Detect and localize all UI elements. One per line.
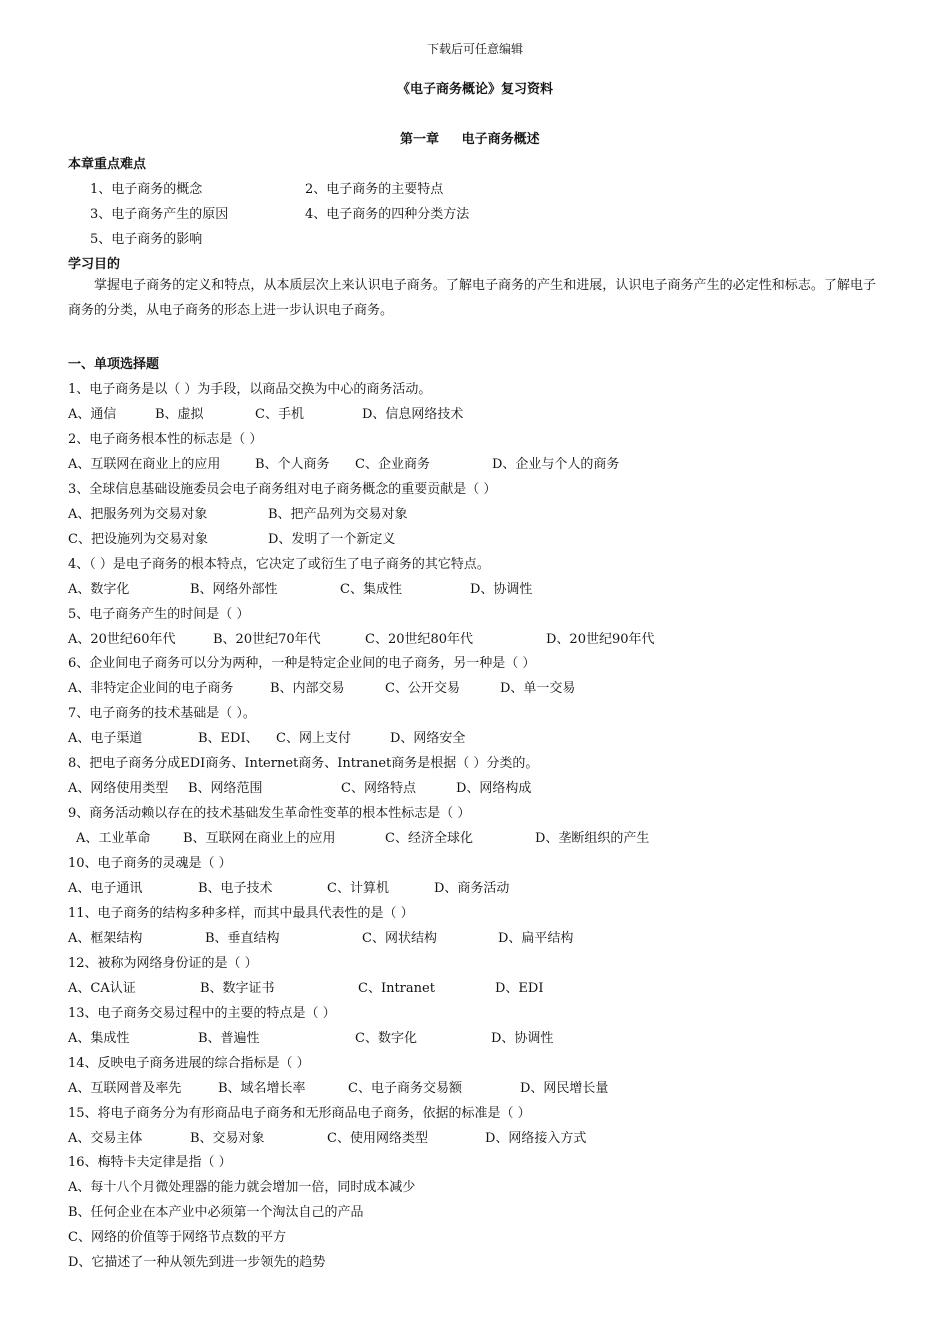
answer-option: B、垂直结构 bbox=[205, 930, 280, 946]
answer-option: C、把设施列为交易对象 bbox=[68, 531, 208, 547]
objectives-heading: 学习目的 bbox=[68, 257, 121, 272]
answer-option: A、通信 bbox=[68, 406, 117, 422]
chapter-title bbox=[400, 128, 540, 147]
answer-option: A、20世纪60年代 bbox=[68, 631, 176, 647]
question-text: 4、（ ）是电子商务的根本特点，它决定了或衍生了电子商务的其它特点。 bbox=[68, 556, 490, 572]
answer-option: A、网络使用类型 bbox=[68, 781, 169, 797]
answer-option: D、网络构成 bbox=[456, 781, 532, 797]
answer-option: B、网络外部性 bbox=[190, 581, 278, 597]
answer-option: C、Intranet bbox=[358, 980, 435, 996]
answer-option: C、网络特点 bbox=[341, 781, 416, 797]
answer-option: D、垄断组织的产生 bbox=[535, 831, 650, 847]
question-text: 14、反映电子商务进展的综合指标是（ ） bbox=[68, 1055, 310, 1071]
answer-option: D、EDI bbox=[495, 980, 544, 996]
answer-option: A、CA认证 bbox=[68, 980, 136, 996]
answer-option: C、集成性 bbox=[340, 581, 402, 597]
question-text: 10、电子商务的灵魂是（ ） bbox=[68, 856, 232, 872]
question-text: 16、梅特卡夫定律是指（ ） bbox=[68, 1155, 232, 1171]
answer-option: B、任何企业在本产业中必须第一个淘汰自己的产品 bbox=[68, 1205, 364, 1221]
answer-option: B、虚拟 bbox=[155, 406, 204, 422]
answer-option: C、电子商务交易额 bbox=[348, 1080, 462, 1096]
answer-option: D、扁平结构 bbox=[498, 930, 574, 946]
answer-option: B、网络范围 bbox=[188, 781, 263, 797]
answer-option: D、商务活动 bbox=[434, 881, 510, 896]
answer-option: D、发明了一个新定义 bbox=[268, 531, 396, 547]
answer-option: C、数字化 bbox=[355, 1030, 417, 1046]
answer-option: D、协调性 bbox=[491, 1030, 554, 1046]
key-point-item: 2、电子商务的主要特点 bbox=[305, 182, 444, 197]
answer-option: B、交易对象 bbox=[190, 1130, 265, 1146]
chapter-number: 第一章 bbox=[400, 132, 440, 147]
key-point-item: 4、电子商务的四种分类方法 bbox=[305, 207, 470, 222]
answer-option: D、网络安全 bbox=[390, 731, 466, 747]
answer-option: C、使用网络类型 bbox=[327, 1130, 428, 1146]
question-text: 9、商务活动赖以存在的技术基础发生革命性变革的根本性标志是（ ） bbox=[68, 806, 471, 822]
answer-option: A、互联网在商业上的应用 bbox=[68, 456, 221, 472]
answer-option: C、网上支付 bbox=[276, 731, 351, 747]
answer-option: D、企业与个人的商务 bbox=[492, 456, 620, 472]
key-points-heading: 本章重点难点 bbox=[68, 157, 147, 172]
answer-option: C、20世纪80年代 bbox=[365, 631, 474, 647]
key-point-item: 3、电子商务产生的原因 bbox=[90, 207, 229, 222]
question-text: 15、将电子商务分为有形商品电子商务和无形商品电子商务，依据的标准是（ ） bbox=[68, 1105, 531, 1121]
page-header: 下载后可任意编辑 bbox=[426, 42, 523, 56]
answer-option: A、每十八个月微处理器的能力就会增加一倍，同时成本减少 bbox=[68, 1180, 416, 1196]
answer-option: C、经济全球化 bbox=[385, 831, 473, 847]
key-point-item: 5、电子商务的影响 bbox=[90, 232, 203, 247]
answer-option: D、单一交易 bbox=[500, 681, 576, 697]
key-point-item: 1、电子商务的概念 bbox=[90, 182, 203, 197]
answer-option: B、普遍性 bbox=[198, 1030, 260, 1046]
answer-option: C、网状结构 bbox=[362, 930, 437, 946]
answer-option: B、个人商务 bbox=[255, 456, 330, 472]
answer-option: D、网络接入方式 bbox=[485, 1130, 587, 1146]
answer-option: B、EDI、 bbox=[198, 731, 259, 747]
answer-option: A、交易主体 bbox=[68, 1130, 143, 1146]
answer-option: B、域名增长率 bbox=[218, 1080, 306, 1096]
chapter-name: 电子商务概述 bbox=[461, 132, 540, 147]
answer-option: A、互联网普及率先 bbox=[68, 1080, 182, 1096]
answer-option: D、协调性 bbox=[470, 581, 533, 597]
answer-option: B、互联网在商业上的应用 bbox=[183, 831, 336, 847]
question-text: 2、电子商务根本性的标志是（ ） bbox=[68, 431, 263, 447]
answer-option: A、把服务列为交易对象 bbox=[68, 506, 208, 522]
answer-option: C、企业商务 bbox=[355, 456, 430, 472]
question-text: 13、电子商务交易过程中的主要的特点是（ ） bbox=[68, 1005, 336, 1021]
answer-option: B、电子技术 bbox=[198, 881, 273, 896]
answer-option: C、计算机 bbox=[327, 881, 389, 896]
answer-option: A、非特定企业间的电子商务 bbox=[68, 681, 234, 697]
answer-option: A、电子渠道 bbox=[68, 731, 143, 747]
answer-option: A、集成性 bbox=[68, 1030, 130, 1046]
answer-option: D、20世纪90年代 bbox=[546, 631, 655, 647]
question-text: 8、把电子商务分成EDI商务、Internet商务、Intranet商务是根据（ ）分类的。 bbox=[68, 756, 539, 772]
answer-option: A、框架结构 bbox=[68, 930, 143, 946]
question-text: 6、企业间电子商务可以分为两种，一种是特定企业间的电子商务，另一种是（ ） bbox=[68, 656, 536, 672]
answer-option: D、信息网络技术 bbox=[362, 406, 464, 422]
answer-option: A、电子通讯 bbox=[68, 881, 143, 896]
answer-option: B、内部交易 bbox=[270, 681, 345, 697]
question-text: 3、全球信息基础设施委员会电子商务组对电子商务概念的重要贡献是（ ） bbox=[68, 481, 497, 497]
section-heading: 一、单项选择题 bbox=[68, 357, 160, 372]
question-text: 11、电子商务的结构多种多样，而其中最具代表性的是（ ） bbox=[68, 905, 414, 921]
question-text: 1、电子商务是以（ ）为手段，以商品交换为中心的商务活动。 bbox=[68, 382, 432, 397]
objectives-paragraph: 掌握电子商务的定义和特点，从本质层次上来认识电子商务。了解电子商务的产生和进展，认识电子商务产生的必定性和标志。了解电子商务的分类，从电子商务的形态上进一步认识电子商务。 bbox=[68, 278, 876, 318]
answer-option: B、20世纪70年代 bbox=[213, 631, 321, 647]
question-text: 7、电子商务的技术基础是（ ）。 bbox=[68, 706, 256, 722]
answer-option: C、公开交易 bbox=[385, 681, 460, 697]
answer-option: A、工业革命 bbox=[76, 831, 151, 847]
question-text: 5、电子商务产生的时间是（ ） bbox=[68, 606, 250, 622]
answer-option: C、网络的价值等于网络节点数的平方 bbox=[68, 1230, 286, 1246]
answer-option: B、数字证书 bbox=[200, 980, 275, 996]
question-text: 12、被称为网络身份证的是（ ） bbox=[68, 955, 258, 971]
answer-option: C、手机 bbox=[255, 406, 304, 422]
answer-option: A、数字化 bbox=[68, 581, 130, 597]
answer-option: D、它描述了一种从领先到进一步领先的趋势 bbox=[68, 1255, 326, 1271]
answer-option: B、把产品列为交易对象 bbox=[268, 506, 408, 522]
answer-option: D、网民增长量 bbox=[520, 1080, 609, 1096]
document-title: 《电子商务概论》复习资料 bbox=[396, 82, 553, 97]
